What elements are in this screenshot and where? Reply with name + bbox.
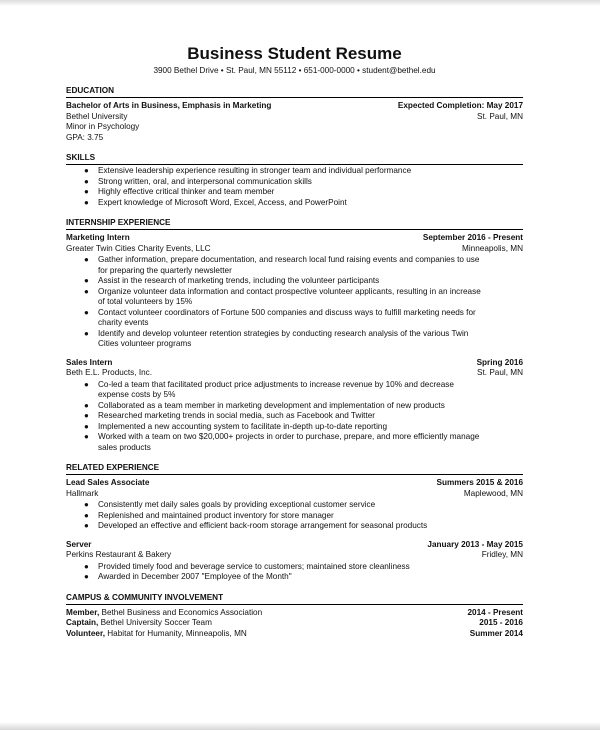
campus-entry	[66, 608, 262, 619]
job-header-row	[66, 478, 523, 489]
campus-role: Captain,	[66, 618, 99, 627]
job-role: Lead Sales Associate	[66, 478, 150, 487]
resume-content	[66, 44, 523, 639]
job-org: Beth E.L. Products, Inc.	[66, 368, 153, 377]
job-location: Maplewood, MN	[463, 488, 523, 498]
list-item-text: Replenished and maintained product inventory for store manager	[98, 510, 334, 520]
job-dates: Spring 2016	[476, 357, 523, 367]
gpa: GPA: 3.75	[66, 132, 104, 142]
bullet-icon: ●	[84, 521, 89, 530]
list-item-text: Identify and develop volunteer retention strategies by conducting research analysis of the various Twin Cities volunteer programs	[98, 328, 469, 348]
campus-row	[66, 618, 523, 629]
job-header-row	[66, 540, 523, 551]
list-item	[84, 521, 523, 532]
list-item-text: Awarded in December 2007 "Employee of the Month"	[98, 572, 292, 581]
list-item-text: Expert knowledge of Microsoft Word, Excel, Access, and PowerPoint	[98, 197, 347, 207]
job-bullets	[66, 562, 523, 583]
bullet-icon: ●	[84, 400, 89, 410]
list-item-text: Worked with a team on two $20,000+ projects in order to purchase, prepare, and more efficiently manage sales products	[98, 432, 480, 452]
job-org: Hallmark	[66, 488, 99, 498]
bullet-icon: ●	[84, 328, 89, 338]
list-item-text: Implemented a new accounting system to facilitate in-depth up-to-date reporting	[98, 421, 387, 431]
campus-entry	[66, 618, 212, 629]
job-org-row	[66, 550, 523, 561]
job-org-row	[66, 489, 523, 500]
campus-heading: CAMPUS & COMMUNITY INVOLVEMENT	[66, 592, 523, 605]
campus-dates: 2015 - 2016	[479, 618, 523, 627]
bullet-icon: ●	[84, 432, 89, 441]
list-item-text: Extensive leadership experience resulting in stronger team and individual performance	[98, 166, 412, 175]
list-item	[84, 276, 523, 287]
list-item-text: Developed an effective and efficient back-room storage arrangement for seasonal products	[98, 521, 428, 530]
list-item	[84, 166, 523, 177]
job-org: Greater Twin Cities Charity Events, LLC	[66, 243, 211, 253]
related-section	[66, 462, 523, 583]
bullet-icon: ●	[84, 176, 89, 186]
campus-dates: Summer 2014	[469, 628, 523, 638]
school-location: St. Paul, MN	[477, 111, 523, 121]
bullet-icon: ●	[84, 379, 89, 389]
campus-role: Volunteer,	[66, 628, 105, 638]
list-item-text: Highly effective critical thinker and team member	[98, 187, 275, 196]
internship-heading: INTERNSHIP EXPERIENCE	[66, 217, 523, 230]
school: Bethel University	[66, 111, 128, 121]
list-item-text: Strong written, oral, and interpersonal communication skills	[98, 176, 312, 186]
contact-line: 3900 Bethel Drive • St. Paul, MN 55112 • 651-000-0000 • student@bethel.edu	[153, 66, 436, 75]
job-org: Perkins Restaurant & Bakery	[66, 550, 172, 559]
list-item	[84, 176, 523, 188]
education-block	[66, 101, 523, 143]
list-item	[84, 307, 523, 329]
job-header-row	[66, 358, 523, 369]
campus-section	[66, 592, 523, 640]
degree-row	[66, 101, 523, 112]
bullet-icon: ●	[84, 561, 89, 571]
campus-row	[66, 608, 523, 619]
job-marketing-intern	[66, 233, 523, 350]
job-bullets	[66, 500, 523, 532]
list-item	[84, 421, 523, 433]
job-server	[66, 540, 523, 583]
skills-list	[66, 166, 523, 208]
list-item-text: Assist in the research of marketing trends, including the volunteer participants	[98, 276, 380, 285]
list-item-text: Co-led a team that facilitated product price adjustments to increase revenue by 10% and decrease expense costs by 5%	[98, 379, 454, 399]
bullet-icon: ●	[84, 421, 89, 431]
campus-org: Bethel Business and Economics Association	[101, 607, 263, 617]
bullet-icon: ●	[84, 572, 89, 581]
bullet-icon: ●	[84, 197, 89, 207]
job-role: Marketing Intern	[66, 233, 130, 242]
minor: Minor in Psychology	[66, 122, 140, 131]
list-item	[84, 510, 523, 522]
education-section	[66, 85, 523, 143]
job-header-row	[66, 233, 523, 244]
job-dates: January 2013 - May 2015	[427, 539, 523, 549]
job-org-row	[66, 368, 523, 379]
job-dates: September 2016 - Present	[422, 233, 523, 242]
bullet-icon: ●	[84, 500, 89, 509]
list-item-text: Gather information, prepare documentation, and research local fund raising events and companies to use for preparing the quarterly newsletter	[98, 255, 480, 275]
job-lead-sales	[66, 478, 523, 532]
job-role: Server	[66, 539, 92, 549]
school-row	[66, 112, 523, 123]
skills-section	[66, 152, 523, 208]
bullet-icon: ●	[84, 187, 89, 196]
bullet-icon: ●	[84, 255, 89, 264]
list-item	[84, 379, 523, 401]
list-item-text: Contact volunteer coordinators of Fortune 500 companies and discuss ways to fulfill marketing needs for charity events	[98, 307, 476, 327]
bullet-icon: ●	[84, 166, 89, 175]
list-item	[84, 328, 523, 350]
job-location: Fridley, MN	[481, 550, 523, 559]
bullet-icon: ●	[84, 411, 89, 420]
list-item	[84, 197, 523, 209]
list-item-text: Collaborated as a team member in marketing development and implementation of new products	[98, 400, 445, 410]
campus-org: Habitat for Humanity, Minneapolis, MN	[107, 628, 247, 638]
campus-entry	[66, 629, 247, 640]
bullet-icon: ●	[84, 276, 89, 285]
job-dates: Summers 2015 & 2016	[436, 478, 523, 487]
job-location: Minneapolis, MN	[462, 243, 523, 253]
list-item	[84, 400, 523, 412]
campus-dates: 2014 - Present	[467, 607, 523, 617]
internship-section	[66, 217, 523, 453]
list-item	[84, 286, 523, 308]
job-org-row	[66, 244, 523, 255]
job-location: St. Paul, MN	[477, 368, 523, 377]
list-item-text: Organize volunteer data information and contact prospective volunteer applicants, resulting in an increase of total volunteers by 15%	[98, 286, 481, 306]
list-item	[84, 411, 523, 422]
list-item	[84, 500, 523, 511]
degree: Bachelor of Arts in Business, Emphasis in Marketing	[66, 101, 272, 110]
list-item	[84, 561, 523, 573]
job-role: Sales Intern	[66, 357, 113, 367]
campus-org: Bethel University Soccer Team	[100, 618, 212, 627]
list-item-text: Researched marketing trends in social media, such as Facebook and Twitter	[98, 411, 375, 420]
list-item	[84, 432, 523, 453]
job-bullets	[66, 380, 523, 454]
education-heading: EDUCATION	[66, 85, 523, 98]
list-item-text: Consistently met daily sales goals by providing exceptional customer service	[98, 500, 376, 509]
related-heading: RELATED EXPERIENCE	[66, 462, 523, 475]
campus-list	[66, 608, 523, 640]
page-top-shadow	[0, 0, 600, 6]
bullet-icon: ●	[84, 307, 89, 317]
campus-role: Member,	[66, 607, 100, 617]
list-item	[84, 255, 523, 276]
list-item-text: Provided timely food and beverage service to customers; maintained store cleanliness	[98, 561, 410, 571]
job-bullets	[66, 255, 523, 350]
bullet-icon: ●	[84, 286, 89, 296]
page-bottom-shadow	[0, 722, 600, 730]
skills-heading: SKILLS	[66, 152, 523, 165]
resume-title: Business Student Resume	[187, 44, 402, 63]
campus-row	[66, 629, 523, 640]
expected-completion: Expected Completion: May 2017	[397, 101, 523, 110]
job-sales-intern	[66, 358, 523, 454]
list-item	[84, 572, 523, 583]
bullet-icon: ●	[84, 510, 89, 520]
list-item	[84, 187, 523, 198]
